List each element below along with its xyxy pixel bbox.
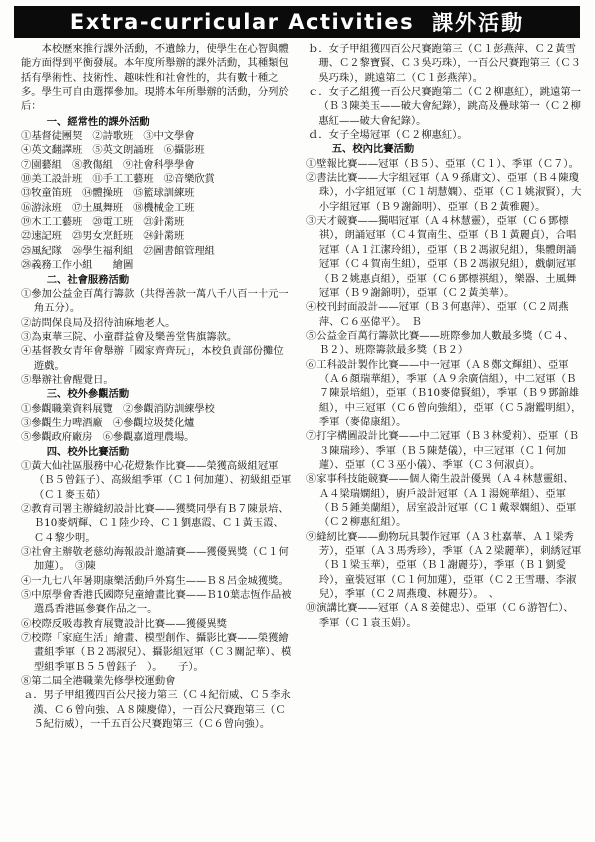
internal-contest-item: ④校刊封面設計——冠軍（Ｂ３何惠萍）、亞軍（Ｃ２周燕萍、Ｃ６巫偉平）。 Ｂ [306, 301, 569, 328]
contest-item: ③社會主辦敬老慈幼海報設計邀請賽——獲優異獎（Ｃ１何加蓮）。 ③陳 [21, 546, 289, 573]
sports-result-item: ｃ．女子乙組獲一百公尺賽跑第二（Ｃ２柳惠紅），跳遠第一（Ｂ３陳美玉——破大會紀錄），跳高及疊球第一（Ｃ２柳惠紅——破大會紀錄）。 [308, 86, 581, 127]
visit-row: ①參觀職業資料展覽 ②參觀消防訓練學校 [21, 402, 215, 415]
club-row: ①基督徒團契 ②詩歌班 ③中文學會 [21, 130, 195, 143]
club-row: ㉕風紀隊 ㉖學生福利組 ㉗圖書館管理組 [21, 244, 215, 257]
contest-item: ⑥校際反吸毒教育展覽設計比賽——獲優異獎 [21, 617, 227, 630]
club-row: ⑩美工設計班 ⑪手工工藝班 ⑫音樂欣賞 [21, 173, 215, 186]
section-heading-regular: 一、經常性的課外活動 [46, 115, 150, 128]
section-heading-internal-contests: 五、校內比賽活動 [331, 143, 415, 156]
visit-row: ③參觀生力啤酒廠 ④參觀垃圾焚化爐 [21, 416, 195, 429]
internal-contest-item: ⑤公益金百萬行籌款比賽——班際參加人數最多獎（Ｃ４、Ｂ２）、班際籌款最多獎（Ｂ２） [306, 329, 574, 357]
contest-item: ④一九七八年暑期康樂活動戶外寫生——Ｂ８呂金城獲獎。 [21, 574, 289, 587]
internal-contest-item: ①壁報比賽——冠軍（Ｂ５）、亞軍（Ｃ１）、季軍（Ｃ７）。 [306, 157, 579, 170]
title-chinese: 課外活動 [432, 11, 525, 35]
contest-item: ①黃大仙社區服務中心花燈紮作比賽——榮獲高級組冠軍（Ｂ５曾鈺子）、高級組季軍（Ｃ１何加蓮）、初級組亞軍（Ｃ１麥玉茹） [21, 459, 292, 501]
visit-row: ⑤參觀政府廠房 ⑥參觀嘉道理農場。 [21, 431, 195, 444]
internal-contest-item: ⑧家事科技能競賽——個人衛生設計優異（Ａ４林慧靈組、Ａ４梁瑞嫻組），廚戶設計冠軍（Ａ１湯婉華組）、亞軍（Ｂ５鍾美蘭組），居室設計冠軍（Ｃ１戴翠嫻組）、亞軍（Ｃ２柳惠紅組）。 [306, 473, 577, 529]
contest-item: ⑧第二屆全港職業先修學校運動會 [21, 675, 176, 688]
internal-contest-item: ⑩演講比賽——冠軍（Ａ８姜健忠）、亞軍（Ｃ６游智仁）、季軍（Ｃ１袁玉娟）。 [306, 602, 574, 629]
internal-contest-item: ③天才競賽——獨唱冠軍（Ａ４林慧靈），亞軍（Ｃ６鄧標祺），朗誦冠軍（Ｃ４賀南生、亞軍（Ｂ１黃麗貞），合唱冠軍（Ａ１江潔玲組），亞軍（Ｂ２馮淑兒組），集體朗誦冠軍（Ｃ４賀南生組），亞軍（Ｂ２馮淑兒組），戲劇冠軍（Ｂ２姚惠貞組），亞軍（Ｃ６鄧標祺組），樂器、土風舞冠軍（Ｂ９謝錦明），亞軍（Ｃ２黃美華）。 [306, 215, 577, 299]
club-row: ㉒速記班 ㉓男女烹飪班 ㉔針黹班 [21, 230, 185, 243]
club-row: ⑯游泳班 ⑰土風舞班 ⑱機械金工班 [21, 201, 195, 214]
club-row: ㉘義務工作小組 繪圖 [21, 259, 134, 272]
internal-contest-item: ②書法比賽——大字組冠軍（Ａ９孫庸文）、亞軍（Ｂ４陳瓊珠），小字組冠軍（Ｃ１胡慧嫻）、亞軍（Ｃ１姚淑賢），大小字組冠軍（Ｂ９謝錦明）、亞軍（Ｂ２黃雅麗）。 [306, 172, 582, 213]
internal-contest-item: ⑨縫紉比賽——動物玩具製作冠軍（Ａ３杜嘉華、Ａ１梁秀芳），亞軍（Ａ３馬秀珍），季軍（Ａ２梁麗華），刺綉冠軍（Ｂ１梁玉華），亞軍（Ｂ１謝麗芬），季軍（Ｂ１劉愛玲），童裝冠軍（Ｃ１何加蓮），亞軍（Ｃ２王雪珊、李淑兒），季軍（Ｃ２周燕瓊、林麗芬）。 、 [306, 530, 582, 601]
contest-item: ②教育司署主辦縫紉設計比賽——獲獎同學有Ｂ７陳景培、Ｂ10麥炳輝、Ｃ１陸少玲、Ｃ１劉惠霞、Ｃ１黃玉霞、Ｃ４黎少明。 [21, 503, 289, 544]
service-item: ①參加公益金百萬行籌款（共得善款一萬八千八百一十元一角五分）。 [21, 287, 289, 315]
right-column [306, 42, 583, 630]
sports-result-item: ａ．男子甲組獲四百公尺接力第三（Ｃ４紀衍威、Ｃ５李永漢、Ｃ６曾向強、Ａ８陳慶偉），一百公尺賽跑第三（Ｃ５紀衍威），一千五百公尺賽跑第三（Ｃ６曾向強）。 [23, 689, 291, 731]
intro-paragraph: 本校歷來推行課外活動，不遺餘力，使學生在心智與體能方面得到平衡發展。本年度所舉辦的課外活動，其種類包括有學術性、技術性、趣味性和社會性的，共有數十種之多。學生可自由選擇參加。現將本年所舉辦的活動，分列於后： [21, 43, 289, 113]
club-row: ④英文翻譯班 ⑤英文朗誦班 ⑥攝影班 [21, 144, 205, 157]
internal-contest-item: ⑥工科設計製作比賽——中一冠軍（Ａ８鄭文輝組）、亞軍（Ａ６顏瑞華組），季軍（Ａ９余廣信組），中二冠軍（Ｂ７陳景培組），亞軍（Ｂ10麥偉賢組），季軍（Ｂ９鄧錦雄組），中三冠軍（Ｃ６曾向強組），亞軍（Ｃ５謝鑑明組），季軍（麥偉康組）。 [306, 358, 582, 428]
title-english: Extra-curricular Activities [69, 10, 415, 34]
service-item: ②訪問保良局及招待油麻地老人。 [21, 316, 176, 329]
left-column [21, 42, 292, 732]
club-row: ⑲木工工藝班 ⑳電工班 ㉑針黹班 [21, 216, 185, 229]
service-item: ⑤舉辦社會醒覺日。 [21, 373, 114, 386]
page-header [14, 6, 580, 38]
contest-item: ⑦校際「家庭生活」繪畫、模型創作、攝影比賽——榮獲繪畫組季軍（Ｂ２馮淑兒）、攝影組冠軍（Ｃ３關記華）、模型組季軍Ｂ５５曾鈺子 ）。 子）。 [21, 632, 292, 673]
club-row: ⑦園藝組 ⑧教傷組 ⑨社會科學學會 [21, 158, 195, 171]
section-heading-visits: 三、校外參觀活動 [46, 388, 130, 401]
contest-item: ⑤中原學會香港氏國際兒童繪畫比賽——Ｂ10葉志恆作品被選爲香港區參賽作品之一。 [21, 589, 292, 616]
section-heading-service: 二、社會服務活動 [46, 273, 130, 286]
section-heading-external-contests: 四、校外比賽活動 [46, 445, 130, 458]
service-item: ③為東華三院、小童群益會及樂善堂售旗籌款。 [21, 330, 238, 343]
sports-result-item: ｂ．女子甲組獲四百公尺賽跑第三（Ｃ１彭燕萍、Ｃ２黃雪珊、Ｃ２黎寶賢、Ｃ３吳巧珠），一百公尺賽跑第三（Ｃ３吳巧珠），跳遠第二（Ｃ１彭燕萍）。 [308, 43, 581, 84]
sports-result-item: ｄ．女子全場冠軍（Ｃ２柳惠紅）。 [308, 129, 468, 142]
service-item: ④基督教女青年會舉辦「國家齊齊玩」，本校負責部份攤位遊戲。 [21, 345, 284, 372]
internal-contest-item: ⑦打字構圖設計比賽——中二冠軍（Ｂ３林愛莉）、亞軍（Ｂ３陳瑞珍）、季軍（Ｂ５陳楚儀），中三冠軍（Ｃ１何加蓮）、亞軍（Ｃ３巫小儀）、季軍（Ｃ３何淑貞）。 [306, 430, 579, 471]
club-row: ⑬牧童笛班 ⑭體操班 ⑮籃球訓練班 [21, 187, 195, 200]
